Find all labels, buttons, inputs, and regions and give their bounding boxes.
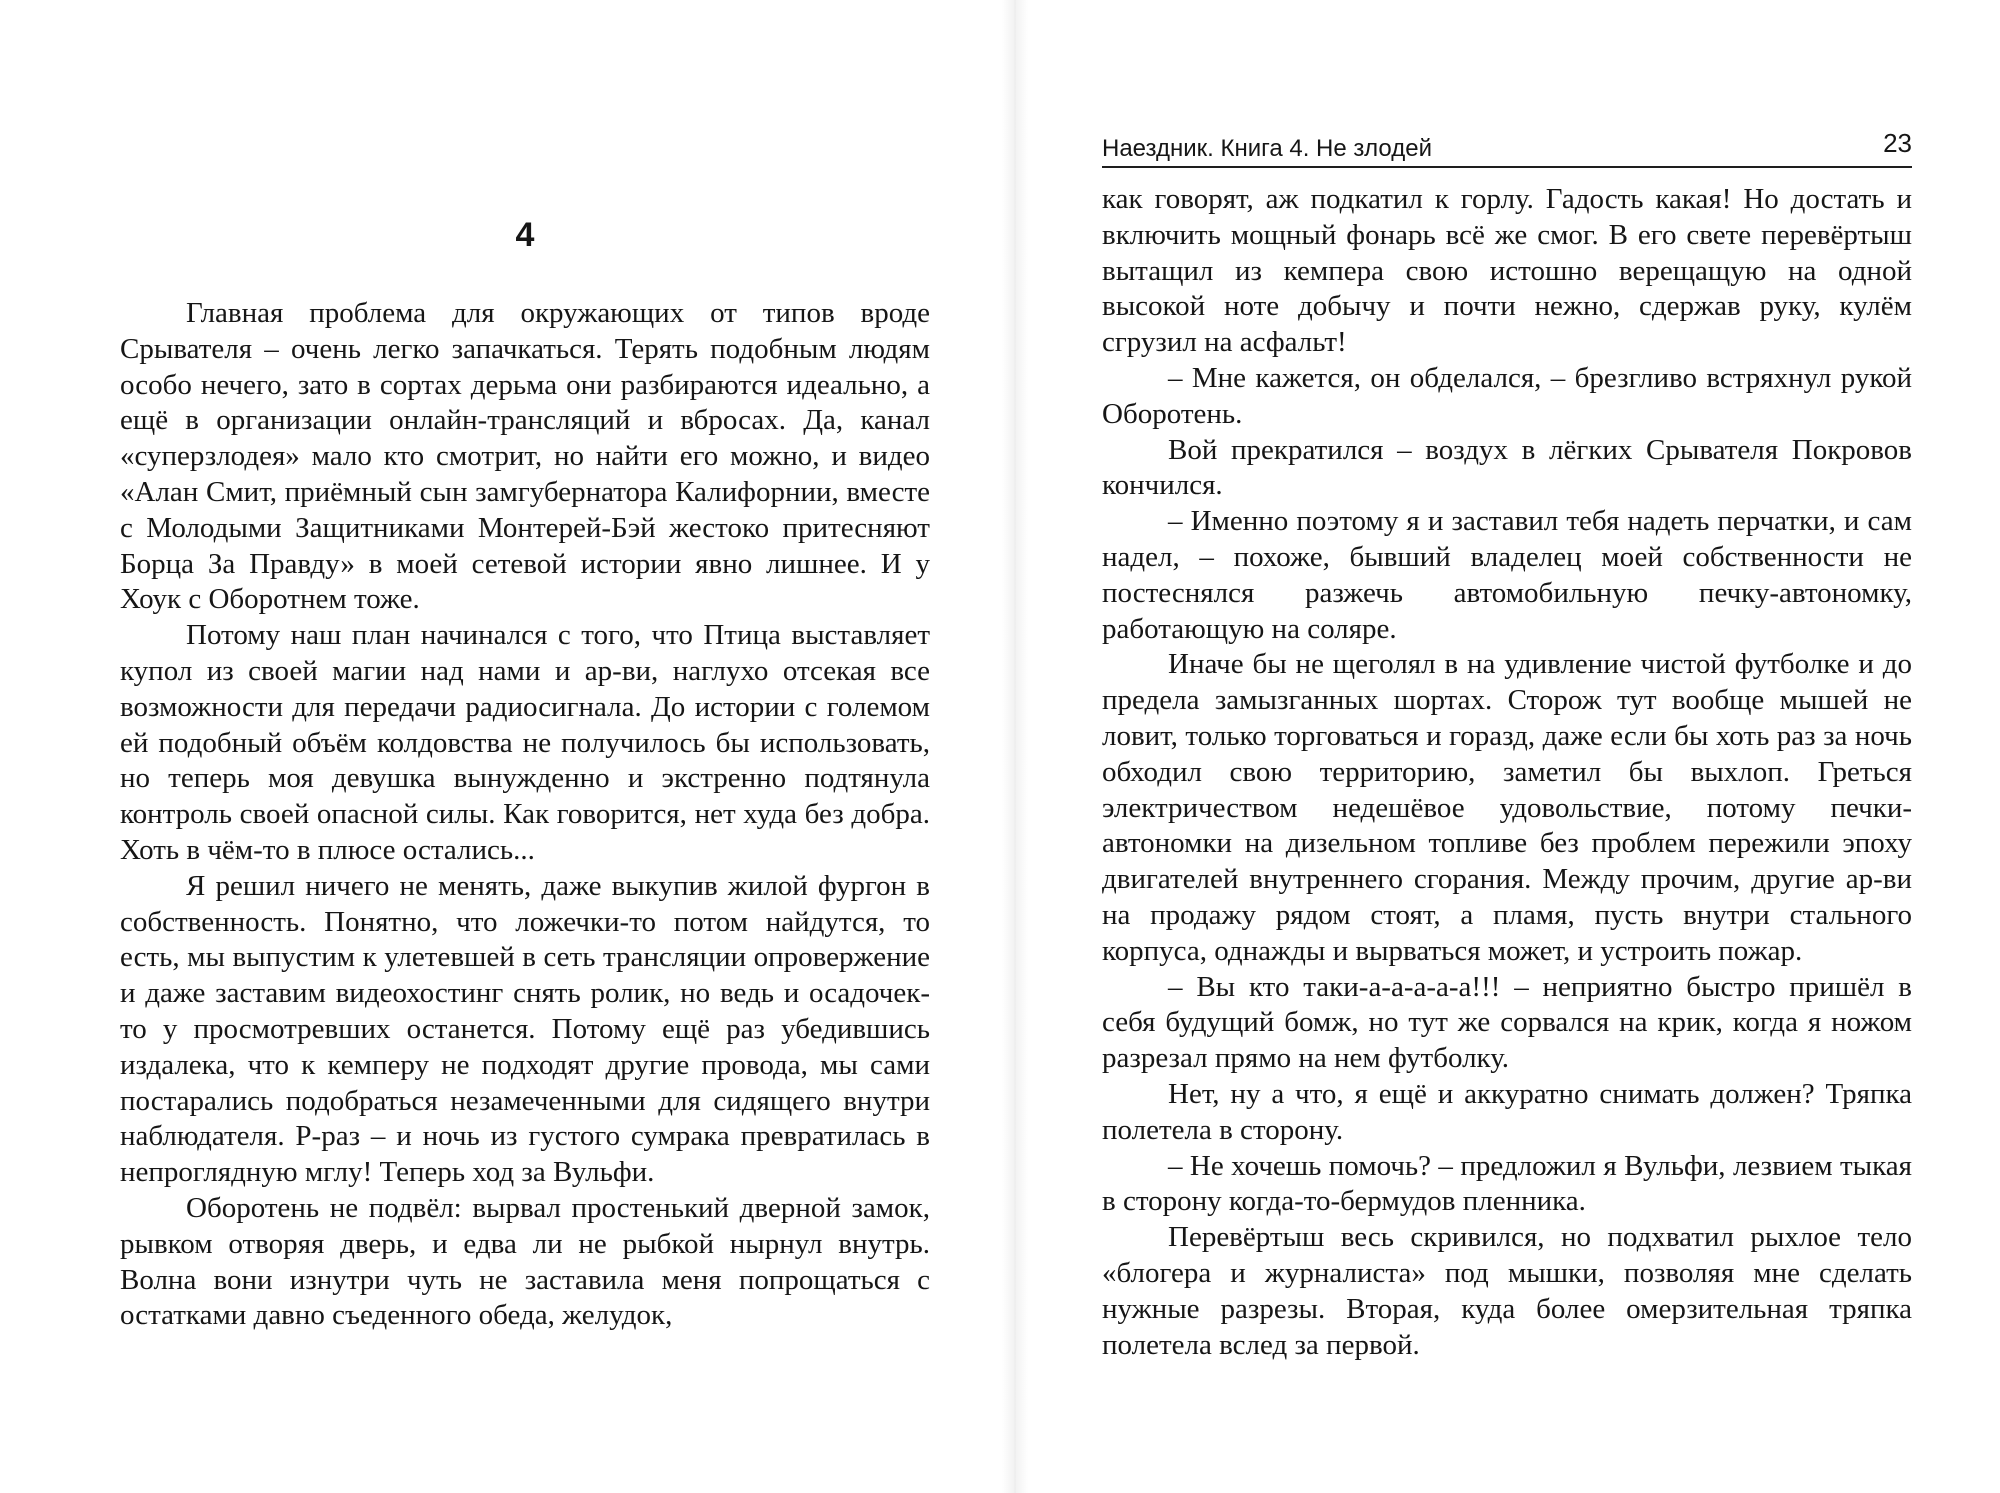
page-number: 23 — [1883, 128, 1912, 158]
paragraph-continuation: как говорят, аж подкатил к горлу. Гадость какая! Но достать и включить мощный фонарь всё же смог. В его свете перевёртыш вытащил из кемпера свою истошно верещащую на одной высокой ноте добычу и почти нежно, сдержав руку, кулём сгрузил на асфальт! — [1102, 183, 1912, 359]
paragraph: Потому наш план начинался с того, что Птица выставляет купол из своей магии над нами и ар-ви, наглухо отсекая все возможности для передачи радиосигнала. До истории с големом ей подобный объём колдовства не получилось бы использовать, но теперь моя девушка вынужденно и экстренно подтянула контроль своей опасной силы. Как говорится, нет худа без добра. Хоть в чём-то в плюсе остались... — [120, 619, 930, 866]
running-header — [1102, 128, 1912, 168]
paragraph: Перевёртыш весь скривился, но подхватил рыхлое тело «блогера и журналиста» под мышки, позволяя мне сделать нужные разрезы. Вторая, куда более омерзительная тряпка полетела вслед за первой. — [1102, 1221, 1912, 1361]
paragraph: – Вы кто таки-а-а-а-а-а!!! – неприятно быстро пришёл в себя будущий бомж, но тут же сорвался на крик, когда я ножом разрезал прямо на нем футболку. — [1102, 970, 1912, 1075]
left-page-body — [120, 296, 930, 1334]
running-title: Наездник. Книга 4. Не злодей — [1102, 135, 1432, 162]
book-gutter — [1002, 0, 1028, 1493]
paragraph: Я решил ничего не менять, даже выкупив жилой фургон в собственность. Понятно, что ложечки-то потом найдутся, то есть, мы выпустим к улетевшей в сеть трансляции опровержение и даже заставим видеохостинг снять ролик, но ведь и осадочек-то у просмотревших останется. Потому ещё раз убедившись издалека, что к кемперу не подходят другие провода, мы сами постарались подобраться незамеченными для сидящего внутри наблюдателя. Р-раз – и ночь из густого сумрака превратилась в непроглядную мглу! Теперь ход за Вульфи. — [120, 869, 930, 1189]
paragraph: Вой прекратился – воздух в лёгких Срывателя Покровов кончился. — [1102, 433, 1912, 502]
chapter-number: 4 — [515, 216, 535, 254]
paragraph: Главная проблема для окружающих от типов вроде Срывателя – очень легко запачкаться. Терять подобным людям особо нечего, зато в сортах дерьма они разбираются идеально, а ещё в организации онлайн-трансляций и вбросах. Да, канал «суперзлодея» мало кто смотрит, но найти его можно, и видео «Алан Смит, приёмный сын замгубернатора Калифорнии, вместе с Молодыми Защитниками Монтерей-Бэй жестоко притесняют Борца За Правду» в моей сетевой истории явно лишнее. И у Хоук с Оборотнем тоже. — [120, 297, 930, 616]
paragraph: Иначе бы не щеголял в на удивление чистой футболке и до предела замызганных шортах. Сторож тут вообще мышей не ловит, только торговаться и горазд, даже если бы хоть раз за ночь обходил свою территорию, заметил бы выхлоп. Греться электричеством недешёвое удовольствие, потому печки-автономки на дизельном топливе без проблем пережили эпоху двигателей внутреннего сгорания. Между прочим, другие ар-ви на продажу рядом стоят, а пламя, пусть внутри стального корпуса, однажды и вырваться может, и устроить пожар. — [1102, 648, 1912, 967]
right-page-body — [1102, 182, 1912, 1363]
paragraph: – Не хочешь помочь? – предложил я Вульфи, лезвием тыкая в сторону когда-то-бермудов пленника. — [1102, 1149, 1912, 1218]
paragraph: Нет, ну а что, я ещё и аккуратно снимать должен? Тряпка полетела в сторону. — [1102, 1077, 1912, 1146]
paragraph: Оборотень не подвёл: вырвал простенький дверной замок, рывком отворяя дверь, и едва ли не рыбкой нырнул внутрь. Волна вони изнутри чуть не заставила меня попрощаться с остатками давно съеденного обеда, желудок, — [120, 1191, 930, 1332]
right-page — [1028, 0, 2000, 1493]
paragraph: – Мне кажется, он обделался, – брезгливо встряхнул рукой Оборотень. — [1102, 361, 1912, 430]
paragraph: – Именно поэтому я и заставил тебя надеть перчатки, и сам надел, – похоже, бывший владелец моей собственности не постеснялся разжечь автомобильную печку-автономку, работающую на соляре. — [1102, 505, 1912, 645]
